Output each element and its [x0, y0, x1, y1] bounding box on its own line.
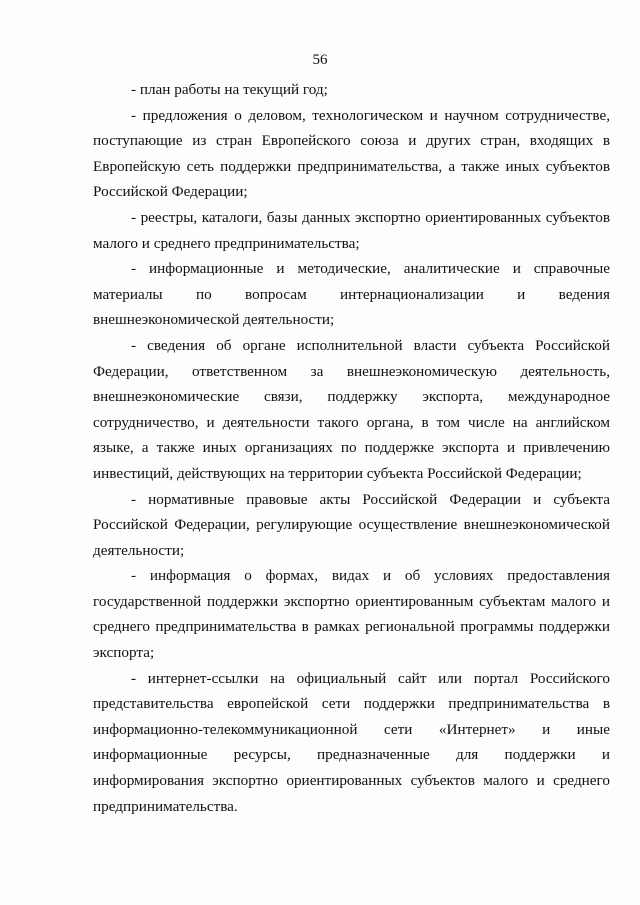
- list-item-state-support-info: - информация о формах, видах и об условиях предоставления государственной поддержки экспортно ориентированным субъектам малого и среднего предпринимательства в рамках региональной программы поддержки экспорта;: [93, 567, 610, 662]
- page-number: 56: [312, 52, 328, 68]
- list-item-work-plan: - план работы на текущий год;: [131, 81, 328, 98]
- list-item-legal-acts: - нормативные правовые акты Российской Федерации и субъекта Российской Федерации, регулирующие осуществление внешнеэкономической деятельности;: [93, 490, 610, 559]
- list-item-executive-body-info: - сведения об органе исполнительной власти субъекта Российской Федерации, ответственном за внешнеэкономическую деятельность, внешнеэкономические связи, поддержку экспорта, международное сотрудничество, и деятельности такого органа, в том числе на английском языке, а также иных организациях по поддержке экспорта и привлечению инвестиций, действующих на территории субъекта Российской Федерации;: [93, 336, 610, 482]
- list-item-internet-links: - интернет-ссылки на официальный сайт или портал Российского представительства европейской сети поддержки предпринимательства в информационно-телекоммуникационной сети «Интернет» и иные информационные ресурсы, предназначенные для поддержки и информирования экспортно ориентированных субъектов малого и среднего предпринимательства.: [93, 669, 610, 815]
- list-item-registries-catalogs: - реестры, каталоги, базы данных экспортно ориентированных субъектов малого и среднего предпринимательства;: [93, 208, 610, 252]
- list-item-reference-materials: - информационные и методические, аналитические и справочные материалы по вопросам интернационализации и ведения внешнеэкономической деятельности;: [93, 260, 610, 329]
- list-item-cooperation-proposals: - предложения о деловом, технологическом и научном сотрудничестве, поступающие из стран Европейского союза и других стран, входящих в Европейскую сеть поддержки предпринимательства, а также иных субъектов Российской Федерации;: [93, 106, 610, 201]
- document-body: [93, 77, 610, 819]
